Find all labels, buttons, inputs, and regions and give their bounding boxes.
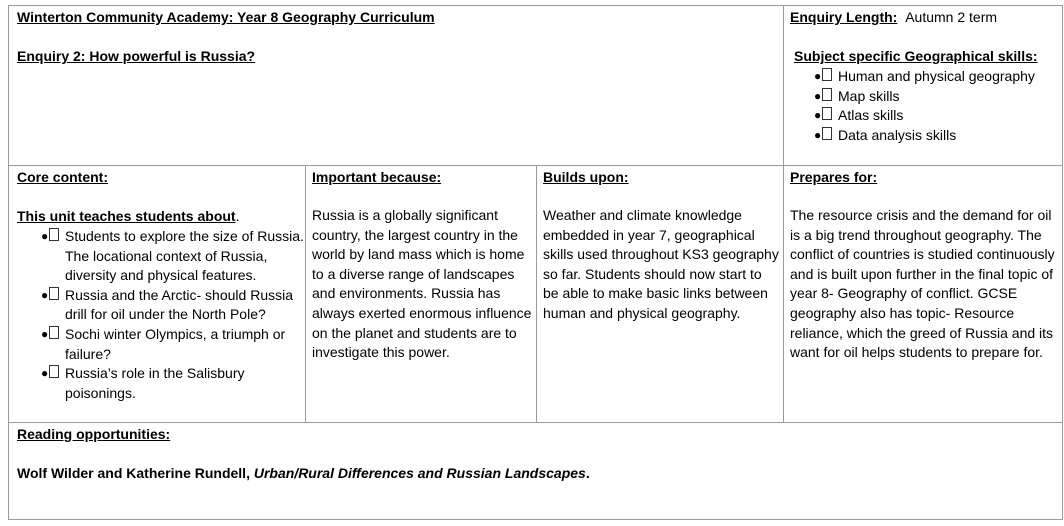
bullet-icon: ● (814, 126, 832, 146)
bullet-icon: ● (41, 325, 59, 345)
enquiry-length-value: Autumn 2 term (905, 9, 998, 25)
curriculum-title: Winterton Community Academy: Year 8 Geography Curriculum (17, 9, 435, 25)
bullet-icon: ● (41, 286, 59, 306)
skill-item: ● Human and physical geography (814, 67, 1059, 87)
core-content-list (41, 227, 305, 403)
bullet-icon: ● (41, 364, 59, 384)
core-intro: This unit teaches students about (17, 208, 236, 224)
prepares-for-cell (783, 165, 1063, 423)
enquiry-length-label: Enquiry Length: (790, 9, 898, 25)
bullet-icon: ● (814, 87, 832, 107)
reading-authors: Wolf Wilder and Katherine Rundell, (17, 465, 250, 481)
enquiry-question: How powerful is Russia? (89, 48, 256, 64)
prepares-text: The resource crisis and the demand for oil is a big trend throughout geography. The conflict of countries is studied continuously and is built upon further in the final topic of year 8- Geography of conflict. GCSE geography also has topic- Resource reliance, which the greed of Russia and its want for oil helps students to prepare for. (790, 207, 1055, 361)
reading-titles: Urban/Rural Differences and Russian Landscapes (253, 465, 586, 481)
core-item: ● Students to explore the size of Russia. The locational context of Russia, diversity and physical features. (41, 228, 304, 284)
builds-upon-cell (536, 165, 784, 423)
header-skills-cell (783, 5, 1063, 166)
skill-item: ● Map skills (814, 87, 1059, 107)
enquiry-label: Enquiry 2: (17, 48, 86, 64)
builds-heading: Builds upon: (543, 169, 629, 185)
important-because-cell (305, 165, 537, 423)
prepares-heading: Prepares for: (790, 169, 878, 185)
core-intro-period: . (235, 208, 240, 224)
header-title-cell (8, 5, 784, 166)
reading-heading: Reading opportunities: (17, 426, 171, 442)
core-content-heading: Core content: (17, 169, 108, 185)
bullet-icon: ● (814, 67, 832, 87)
core-item: ● Russia and the Arctic- should Russia drill for oil under the North Pole? (41, 286, 293, 323)
important-text: Russia is a globally significant country, the largest country in the world by land mass which is home to a diverse range of landscapes and environments. Russia has always exerted enormous influence on the planet and students are to investigate this power. (312, 207, 532, 361)
skill-item: ● Data analysis skills (814, 126, 1059, 146)
builds-text: Weather and climate knowledge embedded in year 7, geographical skills used throughout KS3 geography so far. Students should now start to be able to make basic links between human and physical geography. (543, 207, 779, 321)
reading-period: . (585, 465, 590, 481)
core-content-cell (8, 165, 306, 423)
important-heading: Important because: (312, 169, 442, 185)
skills-list (814, 67, 1059, 145)
bullet-icon: ● (41, 227, 59, 247)
reading-opportunities-cell (8, 422, 1063, 520)
core-item: ● Sochi winter Olympics, a triumph or failure? (41, 325, 286, 362)
skill-item: ● Atlas skills (814, 106, 1059, 126)
bullet-icon: ● (814, 106, 832, 126)
skills-heading: Subject specific Geographical skills: (794, 48, 1038, 64)
core-item: ● Russia’s role in the Salisbury poisonings. (41, 365, 245, 401)
